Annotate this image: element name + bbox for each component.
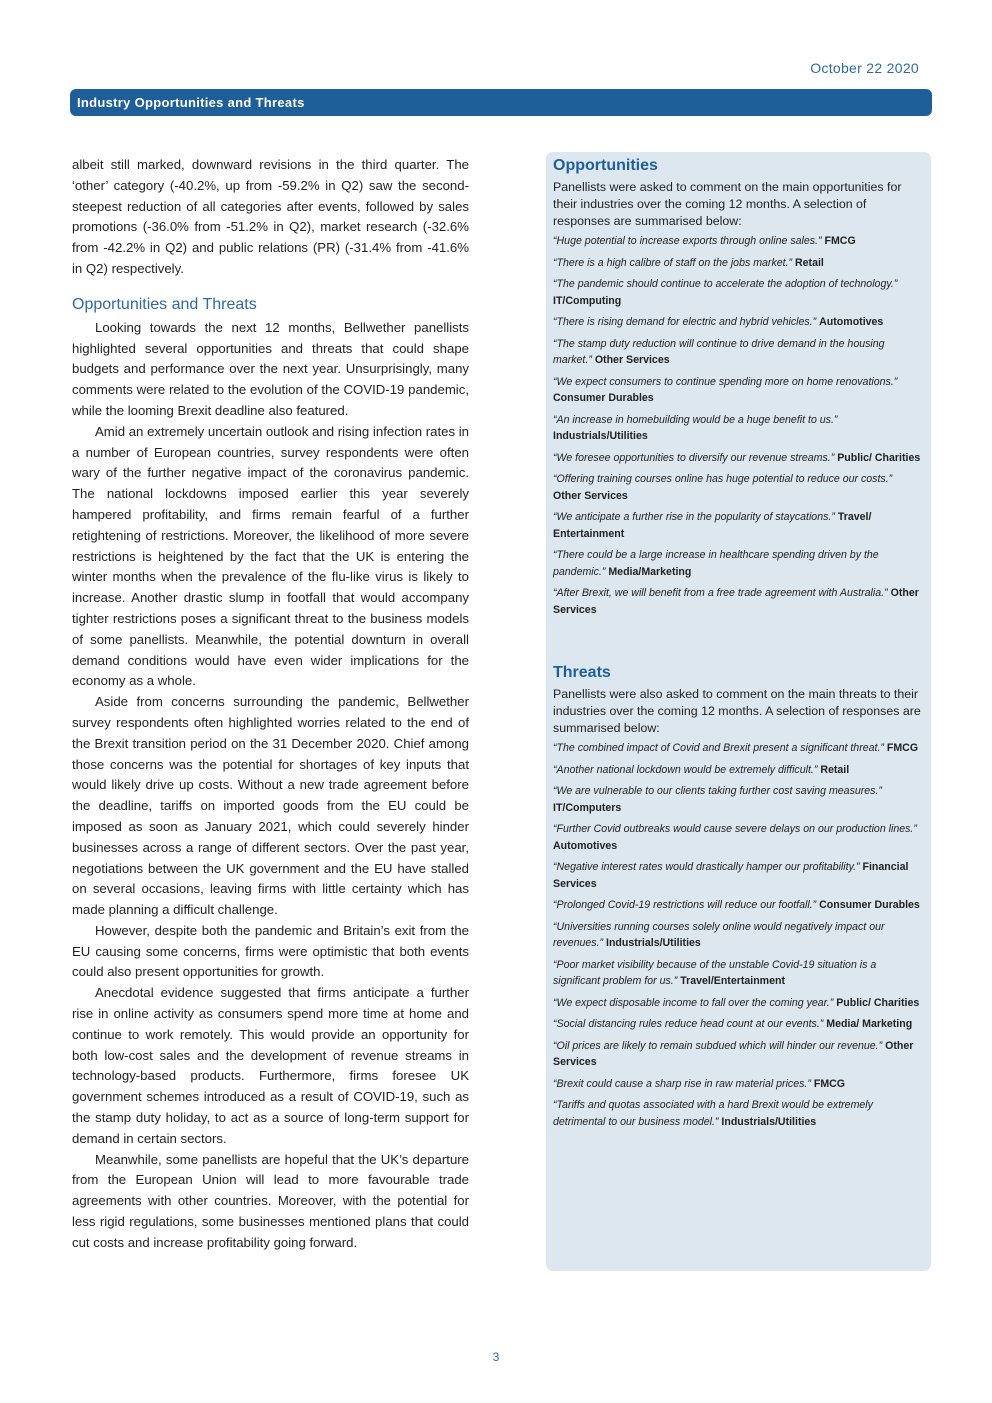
intro-paragraph: albeit still marked, downward revisions in the third quarter. The ‘other’ category (-40.2%, up from -59.2% in Q2) saw the second-steepest reduction of all categories after events, followed by sales promotions (-36.0% from -51.2% in Q2), market research (-32.6% from -42.2% in Q2) and public relations (PR) (-31.4% from -41.6% in Q2) respectively. bbox=[72, 157, 469, 276]
quote-text: “Poor market visibility because of the unstable Covid-19 situation is a significant problem for us.” bbox=[553, 958, 877, 987]
threat-quote bbox=[553, 762, 923, 779]
quote-sector: Public/ Charities bbox=[837, 451, 921, 464]
threats-heading: Threats bbox=[553, 664, 611, 681]
main-text-column bbox=[72, 155, 469, 1254]
body-paragraph: Looking towards the next 12 months, Bellwether panellists highlighted several opportunities and threats that could shape budgets and performance over the next year. Unsurprisingly, many comments were related to the evolution of the COVID-19 pandemic, while the looming Brexit deadline also featured. bbox=[72, 319, 469, 418]
threat-quote bbox=[553, 995, 923, 1012]
quote-sector: Other Services bbox=[594, 354, 670, 366]
opportunity-quote bbox=[553, 336, 923, 369]
quote-text: “Negative interest rates would drastically hamper our profitability.” bbox=[553, 861, 860, 873]
quote-text: “We expect consumers to continue spending more on home renovations.” bbox=[553, 375, 898, 388]
body-paragraph: Meanwhile, some panellists are hopeful that the UK’s departure from the European Union will lead to more favourable trade agreements with other countries. Moreover, with the potential for less rigid regulations, some businesses mentioned plans that could cut costs and increase profitability going forward. bbox=[72, 1151, 469, 1250]
opportunity-quote bbox=[553, 233, 923, 250]
quote-text: “Universities running courses solely online would negatively impact our revenues.” bbox=[553, 920, 885, 949]
body-paragraph: Anecdotal evidence suggested that firms anticipate a further rise in online activity as consumers spend more time at home and continue to work remotely. This would provide an opportunity for both low-cost sales and the development of revenue streams in technology-based products. Furthermore, firms foresee UK government schemes introduced as a result of COVID-19, such as the stamp duty holiday, to act as a source of long-term support for demand in certain sectors. bbox=[72, 985, 469, 1146]
quote-sector: Travel/ Entertainment bbox=[553, 511, 872, 540]
banner-title: Industry Opportunities and Threats bbox=[77, 95, 305, 110]
report-date: October 22 2020 bbox=[810, 60, 919, 76]
quote-text: “We foresee opportunities to diversify our revenue streams.” bbox=[553, 451, 835, 464]
threat-quote bbox=[553, 1076, 923, 1093]
quote-sector: Other Services bbox=[553, 489, 628, 502]
threat-quote bbox=[553, 919, 923, 952]
opportunities-threats-panel bbox=[546, 152, 931, 1271]
body-paragraph: However, despite both the pandemic and Britain’s exit from the EU causing some concerns, firms were optimistic that both events could also present opportunities for growth. bbox=[72, 922, 469, 980]
threat-quote bbox=[553, 897, 923, 914]
opportunity-quote bbox=[553, 314, 923, 331]
threats-intro: Panellists were also asked to comment on the main threats to their industries over the coming 12 months. A selection of responses are summarised below: bbox=[553, 687, 921, 735]
section-heading: Opportunities and Threats bbox=[72, 295, 257, 313]
quote-text: “Oil prices are likely to remain subdued which will hinder our revenue.” bbox=[553, 1039, 883, 1052]
opportunity-quote bbox=[553, 509, 923, 542]
threat-quote bbox=[553, 1038, 923, 1071]
threat-quote bbox=[553, 783, 923, 816]
body-paragraph: Amid an extremely uncertain outlook and rising infection rates in a number of European countries, survey respondents were often wary of the further negative impact of the coronavirus pandemic. The national lockdowns imposed earlier this year severely hampered profitability, and firms remain fearful of a further retightening of restrictions. Moreover, the likelihood of more severe restrictions is heightened by the fact that the UK is entering the winter months when the prevalence of the flu-like virus is likely to increase. Another drastic slump in footfall that would accompany tighter restrictions poses a significant threat to the business models of some panellists. Meanwhile, the potential downturn in overall demand conditions would have even wider implications for the economy as a whole. bbox=[72, 423, 469, 689]
quote-text: “We anticipate a further rise in the popularity of staycations.” bbox=[553, 511, 835, 523]
quote-text: “Offering training courses online has huge potential to reduce our costs.” bbox=[553, 473, 893, 485]
quote-sector: Financial Services bbox=[553, 861, 909, 890]
opportunity-quote bbox=[553, 471, 923, 504]
quote-text: “Brexit could cause a sharp rise in raw material prices.” bbox=[553, 1077, 811, 1090]
threat-quote bbox=[553, 740, 923, 757]
quote-sector: Retail bbox=[795, 256, 824, 269]
quote-text: “There is rising demand for electric and hybrid vehicles.” bbox=[553, 316, 817, 328]
quote-text: “There could be a large increase in healthcare spending driven by the pandemic.” bbox=[553, 549, 879, 578]
quote-text: “After Brexit, we will benefit from a free trade agreement with Australia.” bbox=[553, 587, 888, 599]
opportunities-heading: Opportunities bbox=[553, 157, 658, 174]
quote-text: “There is a high calibre of staff on the jobs market.” bbox=[553, 256, 793, 269]
threat-quote bbox=[553, 1097, 923, 1130]
threat-quote bbox=[553, 821, 923, 854]
body-paragraph: Aside from concerns surrounding the pandemic, Bellwether survey respondents often highlighted worries related to the end of the Brexit transition period on the 31 December 2020. Chief among those concerns was the potential for shortages of key inputs that would likely drive up costs. Without a new trade agreement before the deadline, tariffs on imported goods from the EU could be imposed as soon as January 2021, which could severely hinder businesses across a range of different sectors. Over the past year, negotiations between the UK government and the EU have stalled on several occasions, leaving firms with little certainty which has made planning a difficult challenge. bbox=[72, 694, 469, 918]
opportunity-quote bbox=[553, 547, 923, 580]
quote-sector: Other Services bbox=[553, 1039, 914, 1068]
quote-sector: IT/Computing bbox=[553, 294, 622, 307]
page-number: 3 bbox=[492, 1350, 500, 1364]
opportunity-quote bbox=[553, 276, 923, 309]
quote-sector: Automotives bbox=[819, 316, 884, 328]
quote-sector: FMCG bbox=[824, 235, 856, 247]
quote-sector: Consumer Durables bbox=[819, 899, 920, 911]
quote-text: “Social distancing rules reduce head count at our events.” bbox=[553, 1018, 824, 1030]
quote-sector: Retail bbox=[820, 763, 850, 776]
quote-text: “Huge potential to increase exports through online sales.” bbox=[553, 235, 822, 247]
quote-sector: Automotives bbox=[553, 839, 618, 852]
opportunity-quote bbox=[553, 374, 923, 407]
opportunity-quote bbox=[553, 585, 923, 618]
quote-text: “An increase in homebuilding would be a huge benefit to us.” bbox=[553, 413, 838, 426]
quote-sector: Other Services bbox=[553, 587, 919, 616]
quote-text: “We expect disposable income to fall over the coming year.” bbox=[553, 996, 834, 1009]
quote-sector: Consumer Durables bbox=[553, 392, 654, 404]
threat-quote bbox=[553, 859, 923, 892]
quote-sector: Industrials/Utilities bbox=[721, 1115, 817, 1128]
quote-text: “Further Covid outbreaks would cause severe delays on our production lines.” bbox=[553, 823, 917, 835]
quote-text: “Another national lockdown would be extremely difficult.” bbox=[553, 763, 818, 776]
quote-sector: Media/ Marketing bbox=[826, 1018, 913, 1030]
opportunity-quote bbox=[553, 255, 923, 272]
quote-text: “We are vulnerable to our clients taking further cost saving measures.” bbox=[553, 785, 882, 797]
quote-sector: Media/Marketing bbox=[608, 565, 692, 578]
quote-text: “The pandemic should continue to accelerate the adoption of technology.” bbox=[553, 278, 898, 290]
quote-sector: IT/Computers bbox=[553, 801, 622, 814]
quote-sector: FMCG bbox=[813, 1077, 846, 1090]
threat-quote bbox=[553, 1016, 923, 1033]
quote-sector: Public/ Charities bbox=[836, 996, 920, 1009]
quote-text: “Tariffs and quotas associated with a hard Brexit would be extremely detrimental to our business model.” bbox=[553, 1099, 873, 1128]
spacer bbox=[553, 623, 923, 663]
opportunities-intro: Panellists were asked to comment on the main opportunities for their industries over the coming 12 months. A selection of responses are summarised below: bbox=[553, 180, 902, 228]
threat-quote bbox=[553, 957, 923, 990]
quote-text: “The stamp duty reduction will continue to drive demand in the housing market.” bbox=[553, 337, 885, 366]
quote-sector: FMCG bbox=[886, 742, 919, 754]
quote-sector: Industrials/Utilities bbox=[606, 937, 701, 949]
opportunity-quote bbox=[553, 412, 923, 445]
quote-text: “The combined impact of Covid and Brexit present a significant threat.” bbox=[553, 742, 884, 754]
quote-sector: Travel/Entertainment bbox=[680, 975, 785, 987]
section-banner bbox=[70, 89, 932, 116]
quote-sector: Industrials/Utilities bbox=[553, 430, 648, 442]
opportunity-quote bbox=[553, 450, 923, 467]
quote-text: “Prolonged Covid-19 restrictions will reduce our footfall.” bbox=[553, 899, 817, 911]
